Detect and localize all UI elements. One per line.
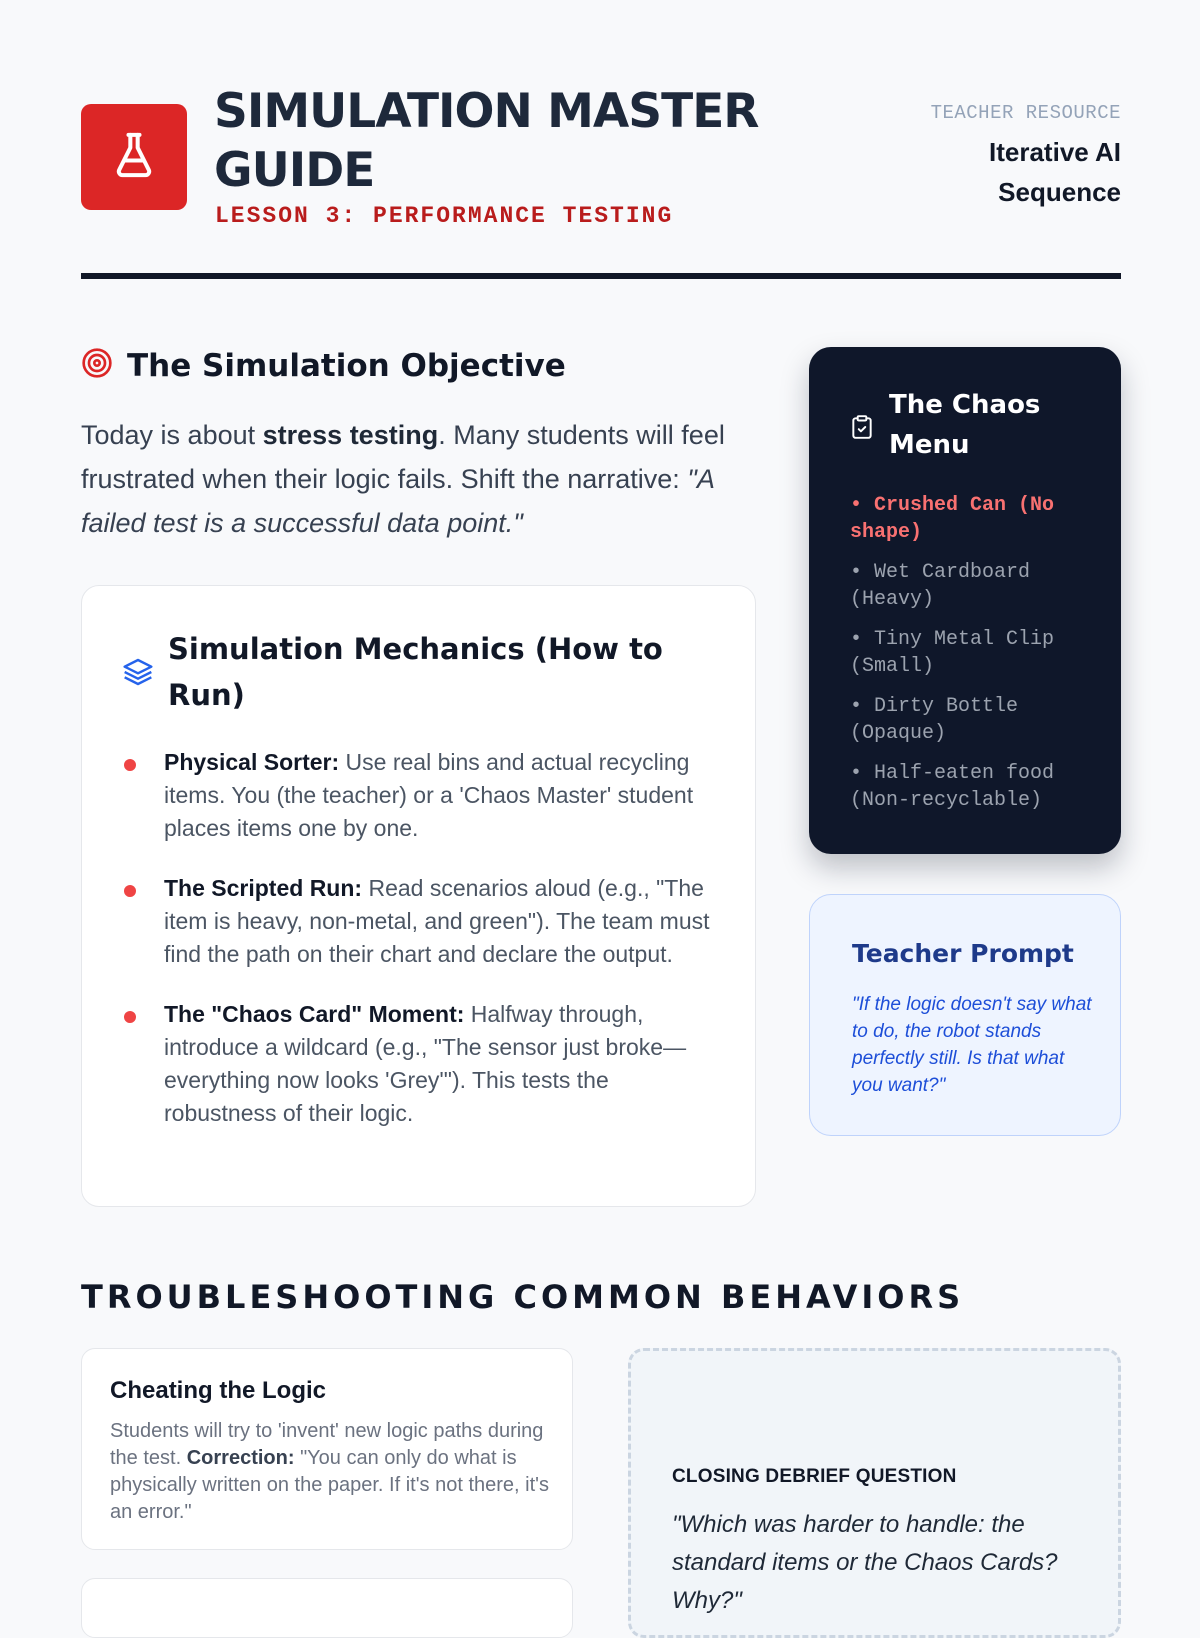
mechanics-title: Simulation Mechanics (How to Run) (168, 632, 663, 712)
troubleshooting-title: TROUBLESHOOTING COMMON BEHAVIORS (81, 1278, 965, 1316)
teacher-prompt-title: Teacher Prompt (852, 939, 1074, 968)
layers-icon (122, 656, 154, 693)
mechanics-item-text: Use real bins and actual recycling items. You (the teacher) or a 'Chaos Master' student places items one by one. (164, 749, 694, 841)
target-icon (81, 347, 113, 384)
list-item: • Wet Cardboard (Heavy) (850, 561, 1031, 611)
mechanics-heading (122, 626, 668, 718)
resource-name: Iterative AI Sequence (989, 137, 1121, 207)
chaos-menu-title: The Chaos Menu (889, 390, 1041, 460)
list-item (124, 872, 724, 971)
objective-heading (81, 347, 566, 384)
issue-title: Cheating the Logic (110, 1377, 326, 1404)
list-item: • Crushed Can (No shape) (850, 494, 1055, 544)
issue-card (81, 1578, 573, 1638)
objective-title: The Simulation Objective (127, 347, 566, 384)
list-item: • Tiny Metal Clip (Small) (850, 628, 1055, 678)
teacher-prompt-card (809, 894, 1121, 1136)
mechanics-item-label: The "Chaos Card" Moment: (164, 1001, 465, 1027)
objective-text-emphasis: stress testing (262, 420, 439, 450)
list-item: • Half-eaten food (Non-recyclable) (850, 762, 1055, 812)
chaos-menu-card (809, 347, 1121, 854)
debrief-title: CLOSING DEBRIEF QUESTION (672, 1466, 957, 1487)
debrief-card (628, 1348, 1121, 1638)
mechanics-item-label: Physical Sorter: (164, 749, 340, 775)
mechanics-item-text: Read scenarios aloud (e.g., "The item is heavy, non-metal, and green"). The team must find the path on their chart and declare the output. (164, 875, 710, 967)
issue-correction-label: Correction: (186, 1447, 295, 1469)
clipboard-check-icon (849, 413, 875, 446)
lesson-subtitle: LESSON 3: PERFORMANCE TESTING (215, 203, 674, 229)
resource-label (931, 102, 1121, 212)
mechanics-card (81, 585, 756, 1207)
page-title: SIMULATION MASTER GUIDE (214, 84, 759, 198)
list-item (124, 746, 724, 845)
issue-correction: "You can only do what is physically written on the paper. If it's not there, it's an error." (110, 1447, 549, 1523)
objective-quote: "A failed test is a successful data point." (81, 464, 714, 538)
mechanics-list (124, 746, 724, 1157)
teacher-prompt-text: "If the logic doesn't say what to do, the robot stands perfectly still. Is that what you want?" (852, 994, 1092, 1096)
objective-text-body: . Many students will feel frustrated when their logic fails. Shift the narrative: (81, 420, 725, 494)
logo-badge (81, 104, 187, 210)
resource-kicker: TEACHER RESOURCE (930, 102, 1121, 124)
objective-text (81, 413, 761, 545)
list-item (124, 998, 724, 1130)
debrief-question: "Which was harder to handle: the standard items or the Chaos Cards? Why?" (672, 1511, 1058, 1614)
mechanics-item-text: Halfway through, introduce a wildcard (e.g., "The sensor just broke—everything now looks 'Grey'"). This tests the robustness of their logic. (164, 1001, 687, 1126)
flask-icon (112, 131, 156, 184)
chaos-menu-list (850, 492, 1090, 827)
issue-card (81, 1348, 573, 1550)
page-header (81, 82, 1121, 232)
issue-text (110, 1418, 550, 1526)
issue-description: Students will try to 'invent' new logic paths during the test. (110, 1420, 544, 1469)
objective-text-intro: Today is about (81, 420, 263, 450)
mechanics-item-label: The Scripted Run: (164, 875, 363, 901)
chaos-menu-heading (849, 385, 1089, 465)
header-divider (81, 273, 1121, 279)
list-item: • Dirty Bottle (Opaque) (850, 695, 1019, 745)
